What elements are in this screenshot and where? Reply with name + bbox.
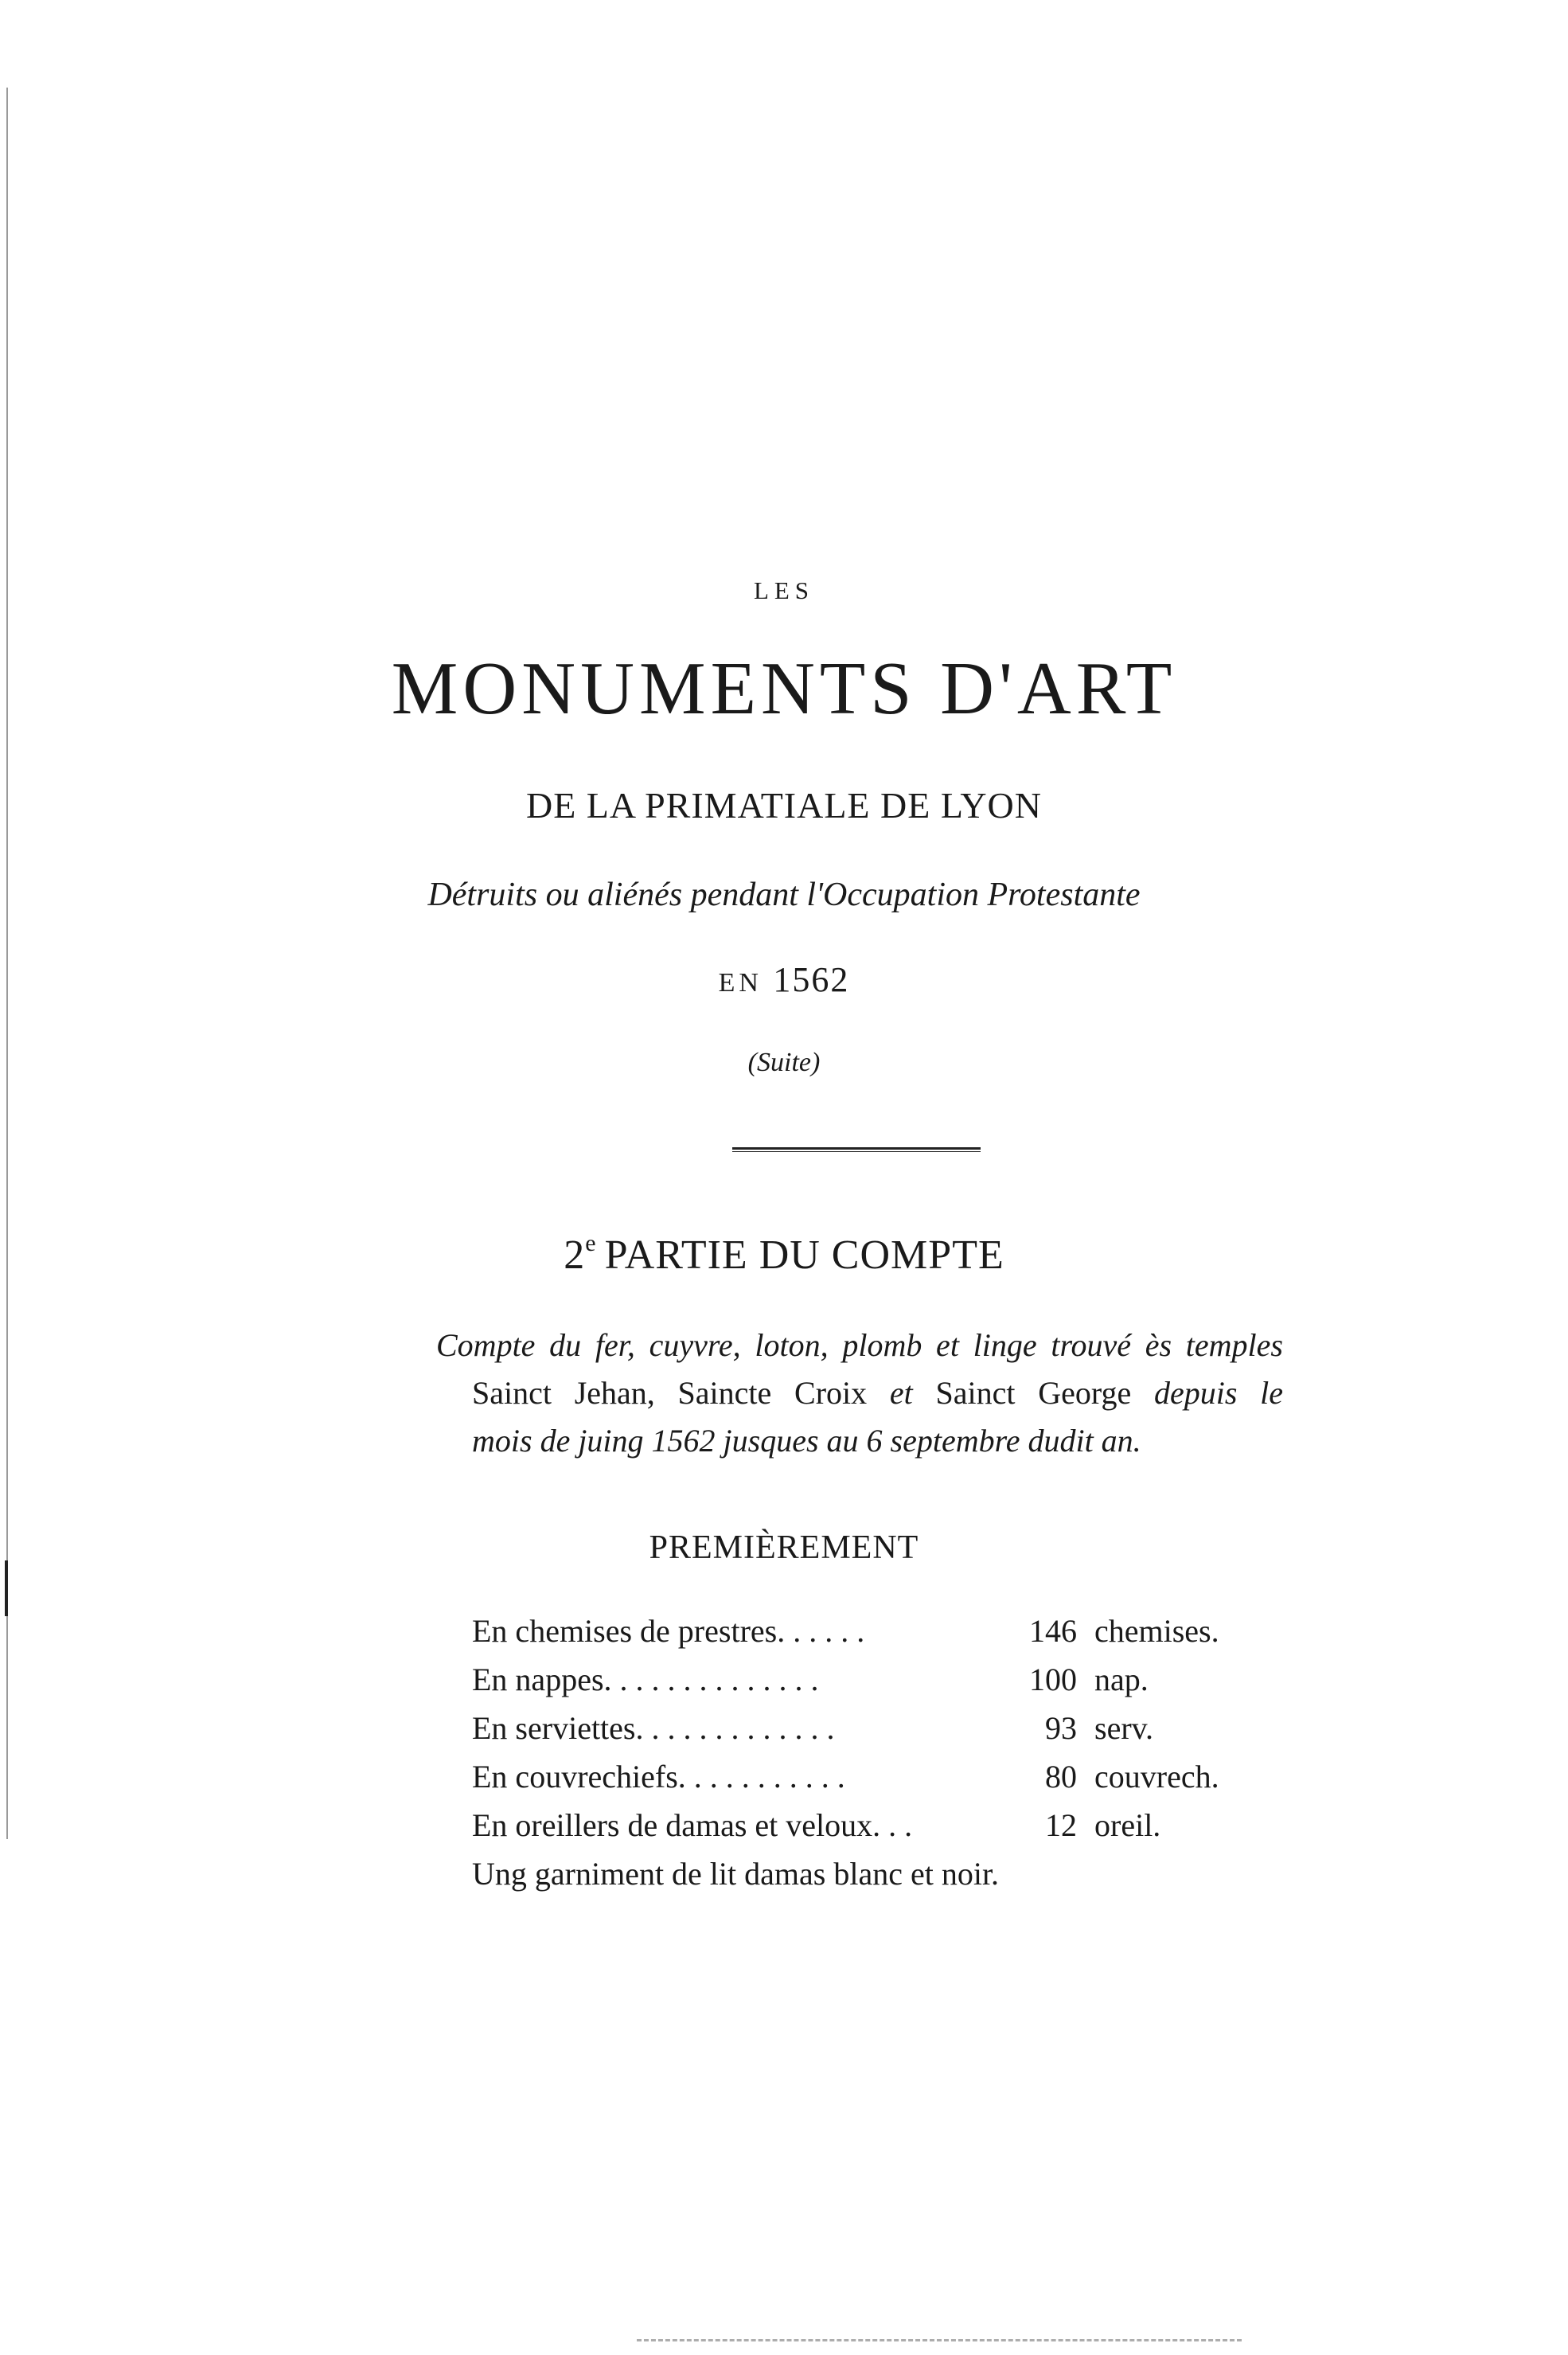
year-value: 1562 [773, 960, 850, 999]
title-les: LES [753, 576, 815, 604]
inventory-unit: oreil. [1094, 1807, 1161, 1843]
part-heading [0, 1230, 1568, 1279]
para-line-2-a: Sainct Jehan, Saincte Croix [472, 1375, 868, 1411]
para-line-2 [436, 1369, 1283, 1417]
inventory-list [472, 1607, 1348, 1898]
inventory-row [472, 1655, 1348, 1704]
inventory-row [472, 1607, 1348, 1655]
section-heading-premierement: PREMIÈREMENT [649, 1529, 919, 1566]
inventory-qty: 146 [1029, 1613, 1077, 1649]
year-prefix: EN [718, 968, 763, 998]
inventory-unit: serv. [1094, 1710, 1154, 1746]
inventory-label: En chemises de prestres. . . . . . [472, 1613, 865, 1649]
inventory-unit: nap. [1094, 1662, 1149, 1697]
footer-scan-marks [637, 2339, 1242, 2344]
italic-subtitle: Détruits ou aliénés pendant l'Occupation Protestante [427, 877, 1141, 913]
inventory-qty: 93 [1045, 1710, 1077, 1746]
inventory-unit: couvrech. [1094, 1759, 1219, 1795]
inventory-unit: chemises. [1094, 1613, 1219, 1649]
inventory-label: En nappes. . . . . . . . . . . . . . [472, 1662, 819, 1697]
inventory-qty: 80 [1045, 1759, 1077, 1795]
inventory-label: En oreillers de damas et veloux. . . [472, 1807, 913, 1843]
inventory-label: Ung garniment de lit damas blanc et noir. [472, 1856, 1000, 1892]
inventory-row [472, 1801, 1348, 1849]
intro-paragraph [436, 1322, 1283, 1465]
inventory-row [472, 1849, 1348, 1898]
inventory-qty: 100 [1029, 1662, 1077, 1697]
part-superscript: e [585, 1230, 597, 1256]
inventory-label: En couvrechiefs. . . . . . . . . . . [472, 1759, 845, 1795]
para-line-2-d: depuis le [1153, 1375, 1284, 1411]
inventory-row [472, 1752, 1348, 1801]
main-title: MONUMENTS D'ART [391, 647, 1177, 730]
inventory-label: En serviettes. . . . . . . . . . . . . [472, 1710, 835, 1746]
part-title: PARTIE DU COMPTE [604, 1232, 1004, 1278]
divider-rule [732, 1147, 981, 1152]
part-number: 2 [564, 1232, 586, 1278]
inventory-qty: 12 [1045, 1807, 1077, 1843]
subtitle: DE LA PRIMATIALE DE LYON [525, 785, 1042, 826]
para-line-2-b: et [889, 1375, 913, 1411]
para-line-2-c: Sainct George [935, 1375, 1132, 1411]
suite-label: (Suite) [747, 1048, 821, 1077]
para-line-3: mois de juing 1562 jusques au 6 septembre dudit an. [472, 1423, 1141, 1459]
year-line [0, 959, 1568, 1000]
inventory-row [472, 1704, 1348, 1752]
page-edge-mark [5, 1560, 8, 1616]
para-line-1: Compte du fer, cuyvre, loton, plomb et linge trouvé ès temples [436, 1327, 1283, 1363]
